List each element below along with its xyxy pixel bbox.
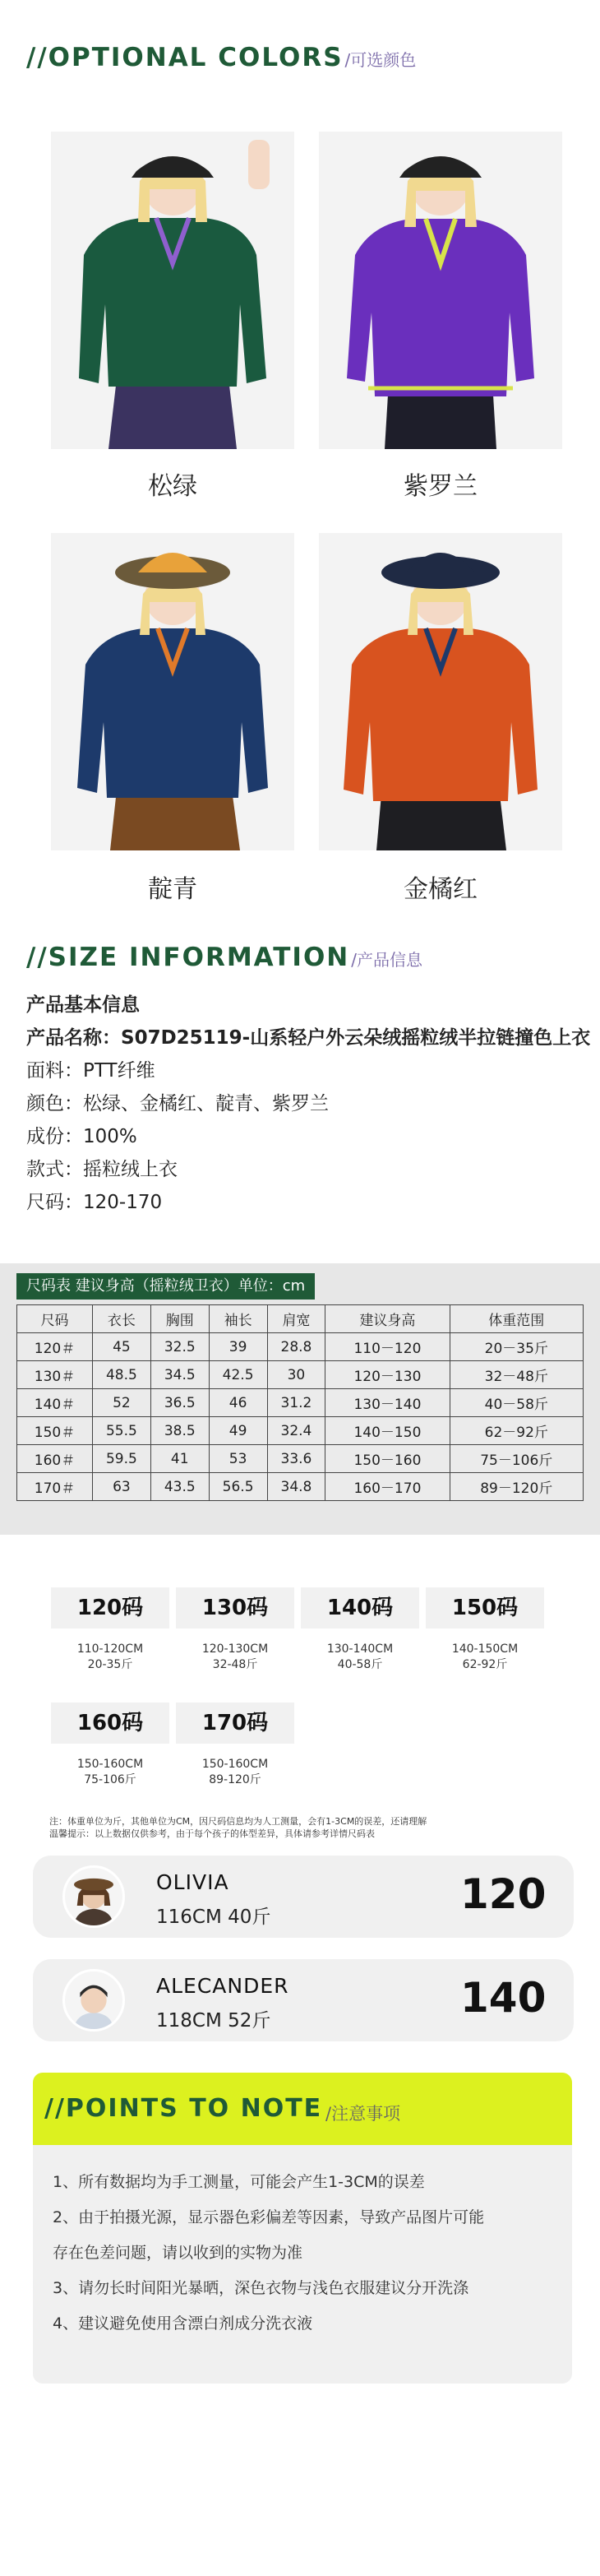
table-cell: 160＃ [17,1445,93,1473]
table-cell: 48.5 [92,1361,150,1389]
info-composition: 成份：100% [26,1126,137,1147]
table-header-cell: 袖长 [209,1305,267,1333]
table-cell: 39 [209,1333,267,1361]
table-cell: 28.8 [267,1333,325,1361]
table-cell: 140＃ [17,1389,93,1417]
size-card-weight: 89-120斤 [209,1773,261,1786]
table-cell: 40－58斤 [450,1389,583,1417]
note-item: 1、所有数据均为手工测量，可能会产生1-3CM的误差 [53,2173,425,2191]
table-cell: 45 [92,1333,150,1361]
model-size: 140 [460,1974,547,2022]
size-card-weight: 40-58斤 [337,1658,383,1671]
size-card-weight: 62-92斤 [462,1658,508,1671]
size-card-140[interactable]: 140码 [301,1587,419,1629]
model-measurements: 116CM 40斤 [156,1907,271,1928]
size-card-weight: 32-48斤 [212,1658,258,1671]
section-title-cn: /产品信息 [351,950,422,970]
size-disclaimer [49,1815,559,1840]
size-card-160-detail [51,1757,169,1788]
table-cell: 120－130 [325,1361,450,1389]
notes-list [53,2165,562,2342]
points-to-note-header [33,2073,572,2145]
size-disclaimer-line: 温馨提示：以上数据仅供参考，由于每个孩子的体型差异，具体请参考详情尺码表 [49,1828,375,1839]
color-label-orange: 金橘红 [404,875,478,904]
color-label-green: 松绿 [148,472,197,501]
table-header-cell: 尺码 [17,1305,93,1333]
size-card-170[interactable]: 170码 [176,1703,294,1744]
model-card-alecander [33,1959,574,2041]
table-cell: 75－106斤 [450,1445,583,1473]
section-title-en: //OPTIONAL COLORS [26,43,344,72]
table-cell: 140－150 [325,1417,450,1445]
product-photo-indigo-image [51,533,294,850]
size-table [16,1304,584,1501]
table-cell: 33.6 [267,1445,325,1473]
table-cell: 34.5 [150,1361,209,1389]
table-cell: 42.5 [209,1361,267,1389]
model-measurements: 118CM 52斤 [156,2010,271,2032]
size-card-160[interactable]: 160码 [51,1703,169,1744]
table-cell: 52 [92,1389,150,1417]
section-title-cn: /注意事项 [325,2104,401,2124]
avatar [62,1865,125,1928]
info-colors: 颜色：松绿、金橘红、靛青、紫罗兰 [26,1093,329,1114]
size-card-130[interactable]: 130码 [176,1587,294,1629]
size-card-120[interactable]: 120码 [51,1587,169,1629]
table-row [17,1445,584,1473]
size-card-height: 140-150CM [451,1642,519,1656]
color-label-indigo: 靛青 [148,875,197,904]
model-name: OLIVIA [156,1870,229,1894]
table-cell: 46 [209,1389,267,1417]
table-cell: 34.8 [267,1473,325,1501]
size-card-height: 150-160CM [201,1758,269,1771]
table-header-cell: 体重范围 [450,1305,583,1333]
size-card-height: 120-130CM [201,1642,269,1656]
table-cell: 120＃ [17,1333,93,1361]
product-photo-purple[interactable] [319,132,562,449]
info-style: 款式：摇粒绒上衣 [26,1159,178,1180]
note-item: 存在色差问题，请以收到的实物为准 [53,2244,303,2262]
table-cell: 110－120 [325,1333,450,1361]
table-cell: 130－140 [325,1389,450,1417]
table-cell: 62－92斤 [450,1417,583,1445]
color-label-purple: 紫罗兰 [404,472,478,501]
section-title-en: //SIZE INFORMATION [26,943,350,972]
table-row [17,1473,584,1501]
info-fabric: 面料：PTT纤维 [26,1060,155,1082]
table-cell: 56.5 [209,1473,267,1501]
points-to-note-box [33,2073,572,2384]
avatar [62,1969,125,2032]
table-header-cell: 肩宽 [267,1305,325,1333]
table-header-row [17,1305,584,1333]
note-item: 4、建议避免使用含漂白剂成分洗衣液 [53,2314,313,2333]
product-photo-green-image [51,132,294,449]
product-info [26,989,590,1219]
size-card-150[interactable]: 150码 [426,1587,544,1629]
table-cell: 63 [92,1473,150,1501]
model-card-olivia [33,1856,574,1938]
table-cell: 49 [209,1417,267,1445]
table-cell: 130＃ [17,1361,93,1389]
size-card-height: 130-140CM [326,1642,394,1656]
size-card-170-detail [176,1757,294,1788]
table-cell: 89－120斤 [450,1473,583,1501]
product-photo-orange-image [319,533,562,850]
table-cell: 55.5 [92,1417,150,1445]
table-cell: 53 [209,1445,267,1473]
avatar-olivia-image [65,1868,122,1925]
size-disclaimer-line: 注：体重单位为斤，其他单位为CM，因尺码信息均为人工测量，会有1-3CM的误差，还请理解 [49,1816,427,1827]
product-photo-green[interactable] [51,132,294,449]
info-size-range: 尺码：120-170 [26,1192,163,1213]
table-cell: 20－35斤 [450,1333,583,1361]
section-title-cn: /可选颜色 [344,50,417,70]
size-card-120-detail [51,1642,169,1673]
table-cell: 36.5 [150,1389,209,1417]
table-cell: 160－170 [325,1473,450,1501]
size-card-weight: 20-35斤 [87,1658,133,1671]
product-photo-indigo[interactable] [51,533,294,850]
table-cell: 150＃ [17,1417,93,1445]
table-row [17,1417,584,1445]
size-table-caption: 尺码表 建议身高（摇粒绒卫衣）单位：cm [16,1273,315,1300]
model-name: ALECANDER [156,1974,289,1998]
note-item: 3、请勿长时间阳光暴晒，深色衣物与浅色衣服建议分开洗涤 [53,2279,469,2297]
table-cell: 30 [267,1361,325,1389]
table-cell: 32－48斤 [450,1361,583,1389]
size-information-title [26,943,422,972]
size-card-150-detail [426,1642,544,1673]
product-photo-orange[interactable] [319,533,562,850]
optional-colors-title [26,43,416,72]
size-card-140-detail [301,1642,419,1673]
table-header-cell: 胸围 [150,1305,209,1333]
size-card-height: 150-160CM [76,1758,144,1771]
table-cell: 43.5 [150,1473,209,1501]
section-title-en: //POINTS TO NOTE [44,2094,323,2123]
table-row [17,1333,584,1361]
model-size: 120 [460,1870,547,1918]
size-card-weight: 75-106斤 [84,1773,136,1786]
avatar-alecander-image [65,1971,122,2029]
size-card-130-detail [176,1642,294,1673]
table-cell: 150－160 [325,1445,450,1473]
table-cell: 31.2 [267,1389,325,1417]
table-cell: 59.5 [92,1445,150,1473]
table-header-cell: 衣长 [92,1305,150,1333]
table-cell: 41 [150,1445,209,1473]
info-heading: 产品基本信息 [26,994,140,1016]
table-cell: 170＃ [17,1473,93,1501]
table-cell: 32.5 [150,1333,209,1361]
table-row [17,1389,584,1417]
product-photo-purple-image [319,132,562,449]
table-row [17,1361,584,1389]
note-item: 2、由于拍摄光源，显示器色彩偏差等因素，导致产品图片可能 [53,2208,485,2226]
table-cell: 32.4 [267,1417,325,1445]
table-cell: 38.5 [150,1417,209,1445]
size-card-height: 110-120CM [76,1642,144,1656]
info-product-name: 产品名称：S07D25119-山系轻户外云朵绒摇粒绒半拉链撞色上衣 [26,1027,591,1049]
table-header-cell: 建议身高 [325,1305,450,1333]
